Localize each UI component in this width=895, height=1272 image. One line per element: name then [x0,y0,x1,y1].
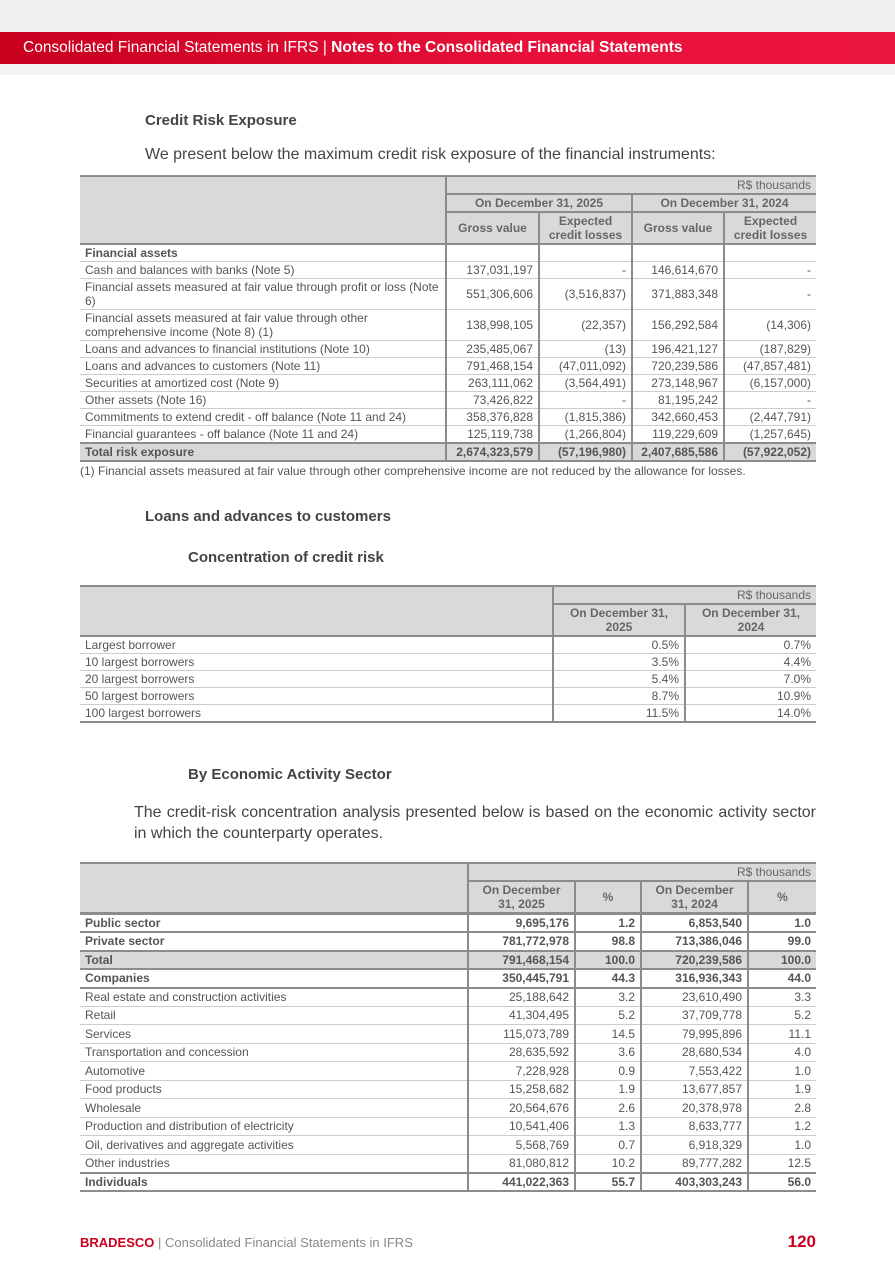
cell-value: 8,633,777 [641,1117,748,1136]
cell-value: 2.6 [575,1099,641,1118]
cell-value: 1.2 [575,914,641,933]
cell-value: (13) [539,341,632,358]
table-row [80,409,816,426]
table-row [80,914,816,933]
cell-value: - [539,392,632,409]
col-gross-2025: Gross value [446,212,539,244]
cell-value: 12.5 [748,1154,816,1173]
footer-separator: | [154,1235,166,1250]
row-label: Financial assets measured at fair value through other comprehensive income (Note 8) (1) [80,310,446,341]
row-label: 20 largest borrowers [80,671,553,688]
unit-label: R$ thousands [446,176,816,194]
cell-value: 6,853,540 [641,914,748,933]
cell-value: (47,857,481) [724,358,816,375]
table-row [80,1043,816,1062]
row-label: 100 largest borrowers [80,705,553,723]
row-label: Retail [80,1006,468,1025]
table-row [80,310,816,341]
cell-value: (57,196,980) [539,443,632,461]
cell-value: 273,148,967 [632,375,724,392]
col-2024: On December 31, 2024 [641,881,748,914]
cell-value: 146,614,670 [632,262,724,279]
cell-value: 2.8 [748,1099,816,1118]
cell-value: (3,516,837) [539,279,632,310]
section-title-credit-risk: Credit Risk Exposure [145,112,297,129]
cell-value: (1,266,804) [539,426,632,444]
cell-value: 235,485,067 [446,341,539,358]
row-label: Commitments to extend credit - off balance (Note 11 and 24) [80,409,446,426]
cell-value: 0.5% [553,636,685,654]
cell-value: 781,772,978 [468,932,575,951]
row-label: Services [80,1025,468,1044]
cell-value: 3.6 [575,1043,641,1062]
cell-value: 720,239,586 [641,951,748,970]
cell-value: 89,777,282 [641,1154,748,1173]
cell-value: 713,386,046 [641,932,748,951]
row-label: Financial guarantees - off balance (Note 11 and 24) [80,426,446,444]
table-row [80,951,816,970]
cell-value: 56.0 [748,1173,816,1192]
table-row [80,426,816,444]
cell-value: 1.3 [575,1117,641,1136]
period-2024: On December 31, 2024 [632,194,816,212]
cell-value: 350,445,791 [468,969,575,988]
cell-value: 100.0 [575,951,641,970]
cell-value: 5.2 [748,1006,816,1025]
table-row [80,443,816,461]
cell-value: 2,407,685,586 [632,443,724,461]
cell-value: (3,564,491) [539,375,632,392]
cell-value: - [539,262,632,279]
cell-value: 403,303,243 [641,1173,748,1192]
table-row [80,244,816,262]
cell-value: 0.7 [575,1136,641,1155]
cell-value: 98.8 [575,932,641,951]
cell-value: 10.9% [685,688,816,705]
footer-brand: BRADESCO [80,1235,155,1250]
cell-value: 41,304,495 [468,1006,575,1025]
row-label: Total risk exposure [80,443,446,461]
cell-value: 20,378,978 [641,1099,748,1118]
row-label: Transportation and concession [80,1043,468,1062]
table-row [80,392,816,409]
table-row [80,1025,816,1044]
cell-value: 10.2 [575,1154,641,1173]
table-row [80,1136,816,1155]
col-pct-2025: % [575,881,641,914]
row-label: Financial assets measured at fair value through profit or loss (Note 6) [80,279,446,310]
row-label: 50 largest borrowers [80,688,553,705]
table-row [80,1173,816,1192]
cell-value [446,244,539,262]
cell-value: (57,922,052) [724,443,816,461]
row-label: Production and distribution of electricity [80,1117,468,1136]
cell-value: 79,995,896 [641,1025,748,1044]
cell-value: 0.9 [575,1062,641,1081]
cell-value: 81,080,812 [468,1154,575,1173]
cell-value: 23,610,490 [641,988,748,1007]
cell-value: (6,157,000) [724,375,816,392]
row-label: Largest borrower [80,636,553,654]
cell-value: 138,998,105 [446,310,539,341]
cell-value: 1.0 [748,1062,816,1081]
cell-value: 3.3 [748,988,816,1007]
col-pct-2024: % [748,881,816,914]
cell-value: 1.0 [748,1136,816,1155]
cell-value: 7.0% [685,671,816,688]
header-blank [80,176,446,244]
cell-value: - [724,279,816,310]
intro-text: We present below the maximum credit risk exposure of the financial instruments: [145,146,716,163]
cell-value: 1.9 [575,1080,641,1099]
cell-value: 5,568,769 [468,1136,575,1155]
row-label: Other industries [80,1154,468,1173]
cell-value: 441,022,363 [468,1173,575,1192]
cell-value: 28,635,592 [468,1043,575,1062]
cell-value: 15,258,682 [468,1080,575,1099]
row-label: Private sector [80,932,468,951]
cell-value: 791,468,154 [446,358,539,375]
table-row [80,688,816,705]
cell-value [632,244,724,262]
row-label: Public sector [80,914,468,933]
cell-value: 6,918,329 [641,1136,748,1155]
page-content [0,111,895,1192]
cell-value: 11.1 [748,1025,816,1044]
top-strip [0,0,895,32]
cell-value: 4.0 [748,1043,816,1062]
cell-value: 1.0 [748,914,816,933]
cell-value: 28,680,534 [641,1043,748,1062]
col-2025: On December 31, 2025 [553,604,685,636]
row-label: Cash and balances with banks (Note 5) [80,262,446,279]
col-ecl-2024: Expected credit losses [724,212,816,244]
row-label: Automotive [80,1062,468,1081]
cell-value: 9,695,176 [468,914,575,933]
cell-value: 14.0% [685,705,816,723]
cell-value: 720,239,586 [632,358,724,375]
unit-label: R$ thousands [553,586,816,604]
table-row [80,636,816,654]
unit-label: R$ thousands [468,863,816,881]
table-row [80,1062,816,1081]
cell-value: 791,468,154 [468,951,575,970]
cell-value: (22,357) [539,310,632,341]
row-label: Securities at amortized cost (Note 9) [80,375,446,392]
col-ecl-2025: Expected credit losses [539,212,632,244]
sector-table [80,862,816,1192]
cell-value: 5.2 [575,1006,641,1025]
cell-value [539,244,632,262]
col-2025: On December 31, 2025 [468,881,575,914]
cell-value: 13,677,857 [641,1080,748,1099]
cell-value: 44.0 [748,969,816,988]
cell-value: 196,421,127 [632,341,724,358]
cell-value: 263,111,062 [446,375,539,392]
cell-value: - [724,392,816,409]
cell-value: 156,292,584 [632,310,724,341]
cell-value: 7,553,422 [641,1062,748,1081]
row-label: Oil, derivatives and aggregate activities [80,1136,468,1155]
cell-value: 14.5 [575,1025,641,1044]
cell-value: 119,229,609 [632,426,724,444]
table-row [80,1006,816,1025]
credit-risk-exposure-table [80,175,816,462]
table-row [80,262,816,279]
cell-value: 100.0 [748,951,816,970]
cell-value: (1,815,386) [539,409,632,426]
table-row [80,705,816,723]
cell-value: 2,674,323,579 [446,443,539,461]
cell-value: 342,660,453 [632,409,724,426]
cell-value: (2,447,791) [724,409,816,426]
cell-value: (187,829) [724,341,816,358]
table-row [80,341,816,358]
sub-strip [0,64,895,75]
col-gross-2024: Gross value [632,212,724,244]
cell-value: 20,564,676 [468,1099,575,1118]
table-row [80,279,816,310]
row-label: 10 largest borrowers [80,654,553,671]
cell-value: 125,119,738 [446,426,539,444]
row-label: Financial assets [80,244,446,262]
table-row [80,671,816,688]
cell-value: 137,031,197 [446,262,539,279]
cell-value: 4.4% [685,654,816,671]
cell-value: 25,188,642 [468,988,575,1007]
cell-value: 551,306,606 [446,279,539,310]
cell-value: 7,228,928 [468,1062,575,1081]
cell-value: 11.5% [553,705,685,723]
cell-value: 3.2 [575,988,641,1007]
footer-text: Consolidated Financial Statements in IFRS [165,1235,413,1250]
row-label: Wholesale [80,1099,468,1118]
cell-value: 10,541,406 [468,1117,575,1136]
col-2024: On December 31, 2024 [685,604,816,636]
row-label: Food products [80,1080,468,1099]
header-title: Notes to the Consolidated Financial Statements [331,39,683,56]
cell-value: 99.0 [748,932,816,951]
table-row [80,969,816,988]
header-section: Consolidated Financial Statements in IFRS [23,39,319,56]
header-separator: | [318,39,332,56]
table-row [80,932,816,951]
table-row [80,654,816,671]
cell-value: 8.7% [553,688,685,705]
period-2025: On December 31, 2025 [446,194,632,212]
cell-value: (47,011,092) [539,358,632,375]
cell-value: 316,936,343 [641,969,748,988]
table-row [80,375,816,392]
cell-value: 371,883,348 [632,279,724,310]
cell-value: (1,257,645) [724,426,816,444]
table-row [80,1099,816,1118]
row-label: Other assets (Note 16) [80,392,446,409]
cell-value: - [724,262,816,279]
cell-value: 358,376,828 [446,409,539,426]
table-row [80,1154,816,1173]
cell-value [724,244,816,262]
cell-value: 44.3 [575,969,641,988]
row-label: Companies [80,969,468,988]
footer [80,1235,413,1250]
cell-value: 73,426,822 [446,392,539,409]
cell-value: 0.7% [685,636,816,654]
footer-bar [0,1232,895,1272]
table-row [80,1117,816,1136]
footnote: (1) Financial assets measured at fair value through other comprehensive income are not reduced by the allowance for losses. [80,464,746,478]
cell-value: (14,306) [724,310,816,341]
section-title-loans: Loans and advances to customers [145,508,391,525]
cell-value: 115,073,789 [468,1025,575,1044]
cell-value: 3.5% [553,654,685,671]
cell-value: 55.7 [575,1173,641,1192]
subsection-concentration: Concentration of credit risk [188,549,384,566]
concentration-table [80,585,816,723]
header-blank [80,586,553,636]
row-label: Real estate and construction activities [80,988,468,1007]
cell-value: 1.2 [748,1117,816,1136]
cell-value: 5.4% [553,671,685,688]
row-label: Individuals [80,1173,468,1192]
table-row [80,988,816,1007]
row-label: Loans and advances to customers (Note 11) [80,358,446,375]
cell-value: 37,709,778 [641,1006,748,1025]
page-number: 120 [787,1232,816,1251]
table-row [80,1080,816,1099]
cell-value: 1.9 [748,1080,816,1099]
table-row [80,358,816,375]
row-label: Total [80,951,468,970]
row-label: Loans and advances to financial institutions (Note 10) [80,341,446,358]
cell-value: 81,195,242 [632,392,724,409]
header-blank [80,863,468,914]
subsection-sector: By Economic Activity Sector [188,766,392,783]
header-banner [0,32,895,64]
sector-intro: The credit-risk concentration analysis presented below is based on the economic activity sector in which the counterparty operates. [134,804,816,842]
